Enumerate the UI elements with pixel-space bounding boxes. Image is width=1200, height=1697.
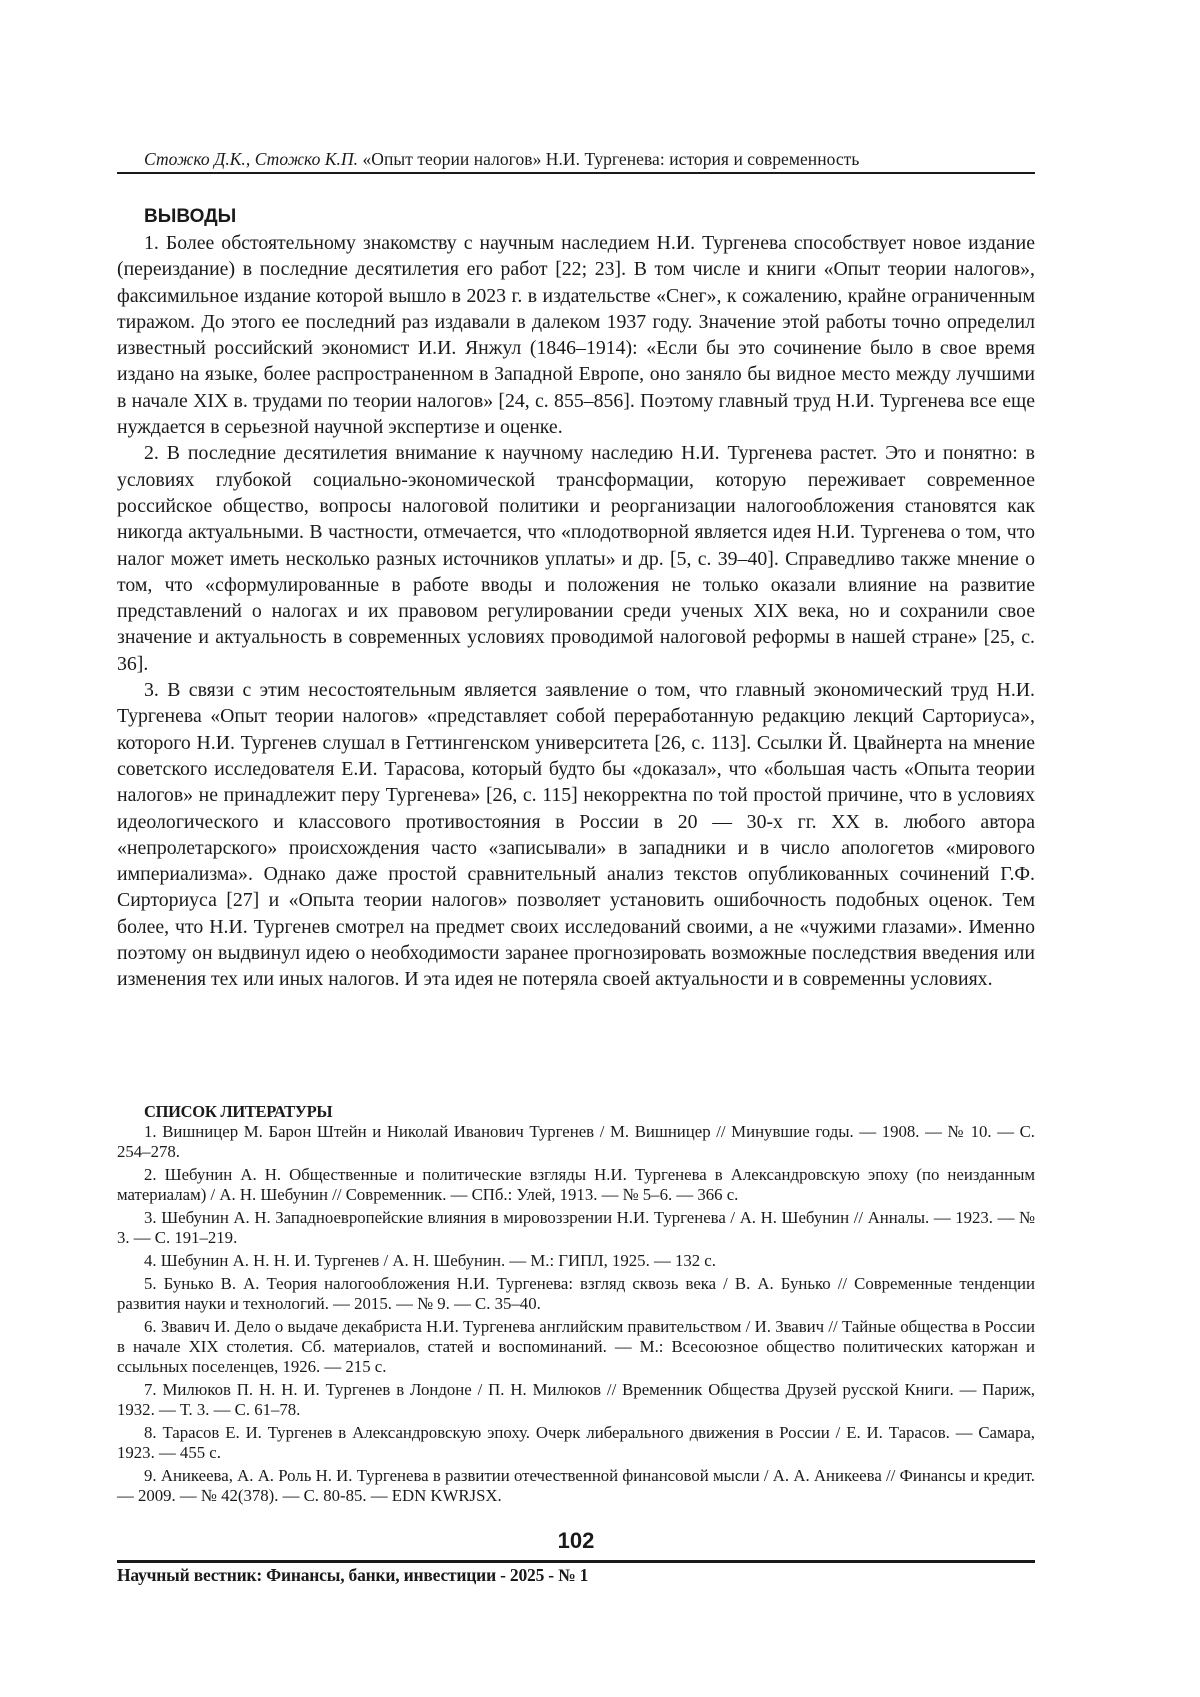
reference-item-9: 9. Аникеева, А. А. Роль Н. И. Тургенева в развитии отечественной финансовой мысли / А. А. Аникеева // Финансы и кредит. — 2009. — № 42(378). — С. 80-85. — EDN KWRJSX. (117, 1465, 1035, 1505)
reference-item-1: 1. Вишницер М. Барон Штейн и Николай Иванович Тургенев / М. Вишницер // Минувшие годы. — 1908. — № 10. — С. 254–278. (117, 1122, 1035, 1162)
conclusions-paragraph-1: 1. Более обстоятельному знакомству с научным наследием Н.И. Тургенева способствует новое издание (переиздание) в последние десятилетия его работ [22; 23]. В том числе и книги «Опыт теории налогов», факсимильное издание которой вышло в 2023 г. в издательстве «Снег», к сожалению, крайне ограниченным тиражом. До этого ее последний раз издавали в далеком 1937 году. Значение этой работы точно определил известный российский экономист И.И. Янжул (1846–1914): «Если бы это сочинение было в свое время издано на языке, более распространенном в Западной Европе, оно заняло бы видное место между лучшими в начале XIX в. трудами по теории налогов» [24, с. 855–856]. Поэтому главный труд Н.И. Тургенева все еще нуждается в серьезной научной экспертизе и оценке. (117, 232, 1035, 439)
header-rule (117, 172, 1035, 174)
conclusions-paragraph-3: 3. В связи с этим несостоятельным является заявление о том, что главный экономический труд Н.И. Тургенева «Опыт теории налогов» «представляет собой переработанную редакцию лекций Сарториуса», которого Н.И. Тургенев слушал в Геттингенском университета [26, с. 113]. Ссылки Й. Цвайнерта на мнение советского исследователя Е.И. Тарасова, который будто бы «доказал», что «большая часть «Опыта теории налогов» не принадлежит перу Тургенева» [26, с. 115] некорректна по той простой причине, что в условиях идеологического и классового противостояния в России в 20 — 30-х гг. XX в. любого автора «непролетарского» происхождения часто «записывали» в западники и в число апологетов «мирового империализма». Однако даже простой сравнительный анализ текстов опубликованных сочинений Г.Ф. Сирториуса [27] и «Опыта теории налогов» позволяет установить ошибочность подобных оценок. Тем более, что Н.И. Тургенев смотрел на предмет своих исследований своими, а не «чужими глазами». Именно поэтому он выдвинул идею о необходимости заранее прогнозировать возможные последствия введения или изменения тех или иных налогов. И эта идея не потеряла своей актуальности и в современны условиях. (117, 679, 1035, 991)
conclusions-heading: ВЫВОДЫ (144, 206, 237, 227)
references-section (117, 1102, 1035, 1509)
reference-item-6: 6. Звавич И. Дело о выдаче декабриста Н.И. Тургенева английским правительством / И. Звавич // Тайные общества в России в начале XIX столетия. Сб. материалов, статей и воспоминаний. — М.: Всесоюзное общество политических каторжан и ссыльных поселенцев, 1926. — 215 с. (117, 1316, 1035, 1377)
conclusions-section (117, 204, 1035, 993)
journal-footer: Научный вестник: Финансы, банки, инвестиции - 2025 - № 1 (117, 1565, 589, 1585)
reference-item-4: 4. Шебунин А. Н. Н. И. Тургенев / А. Н. Шебунин. — М.: ГИПЛ, 1925. — 132 с. (144, 1250, 716, 1270)
reference-item-8: 8. Тарасов Е. И. Тургенев в Александровскую эпоху. Очерк либерального движения в России / Е. И. Тарасов. — Самара, 1923. — 455 с. (117, 1422, 1035, 1462)
document-page (117, 0, 1035, 1697)
reference-item-3: 3. Шебунин А. Н. Западноевропейские влияния в мировоззрении Н.И. Тургенева / А. Н. Шебунин // Анналы. — 1923. — № 3. — С. 191–219. (117, 1207, 1035, 1248)
header-article-title: «Опыт теории налогов» Н.И. Тургенева: история и современность (362, 149, 860, 169)
conclusions-paragraph-2: 2. В последние десятилетия внимание к научному наследию Н.И. Тургенева растет. Это и понятно: в условиях глубокой социально-экономической трансформации, которую переживает современное российское общество, вопросы налоговой политики и реорганизации налогообложения становятся как никогда актуальными. В частности, отмечается, что «плодотворной является идея Н.И. Тургенева о том, что налог может иметь несколько разных источников уплаты» и др. [5, с. 39–40]. Справедливо также мнение о том, что «сформулированные в работе вводы и положения не только оказали влияние на развитие представлений о налогах и их правовом регулировании среди ученых XIX века, но и сохранили свое значение и актуальность в современных условиях проводимой налоговой реформы в нашей стране» [25, с. 36]. (117, 442, 1035, 675)
running-header (144, 148, 1035, 170)
reference-item-2: 2. Шебунин А. Н. Общественные и политические взгляды Н.И. Тургенева в Александровскую эпоху (по неизданным материалам) / А. Н. Шебунин // Современник. — СПб.: Улей, 1913. — № 5–6. — 366 с. (117, 1164, 1035, 1205)
reference-item-5: 5. Бунько В. А. Теория налогообложения Н.И. Тургенева: взгляд сквозь века / В. А. Бунько // Современные тенденции развития науки и технологий. — 2015. — № 9. — С. 35–40. (117, 1273, 1035, 1313)
reference-item-7: 7. Милюков П. Н. Н. И. Тургенев в Лондоне / П. Н. Милюков // Временник Общества Друзей русской Книги. — Париж, 1932. — Т. 3. — С. 61–78. (117, 1379, 1035, 1419)
header-authors: Стожко Д.К., Стожко К.П. (144, 149, 359, 169)
footer-rule (117, 1560, 1035, 1563)
page-number: 102 (557, 1528, 595, 1553)
references-heading: СПИСОК ЛИТЕРАТУРЫ (144, 1102, 333, 1121)
